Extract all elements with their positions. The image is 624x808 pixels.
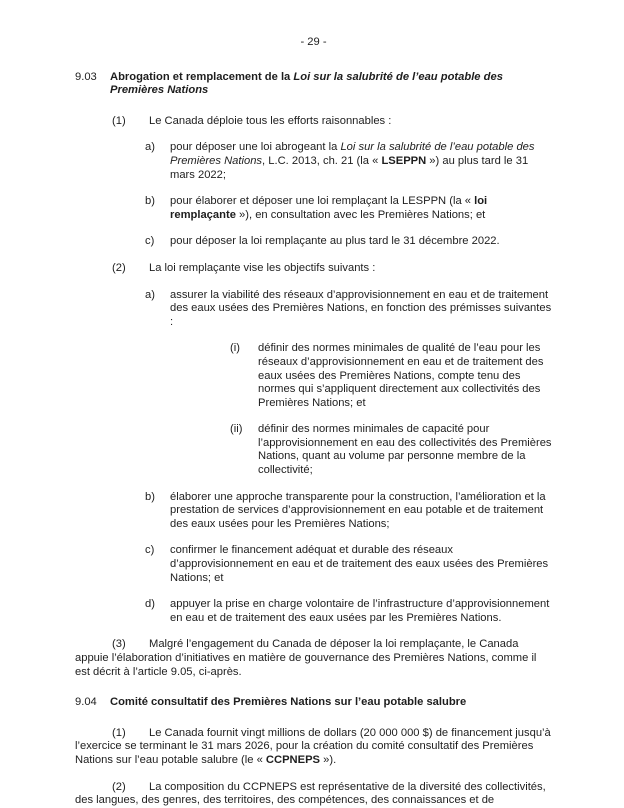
paragraph-903-1 bbox=[75, 115, 552, 129]
paragraph-number: (1) bbox=[112, 114, 126, 127]
list-item-d bbox=[145, 598, 552, 625]
list-item-b bbox=[145, 491, 552, 532]
section-title bbox=[110, 71, 552, 98]
list-item-marker: a) bbox=[145, 288, 155, 301]
section-heading-904 bbox=[75, 696, 552, 710]
section-heading-903 bbox=[75, 71, 552, 98]
list-item-marker: a) bbox=[145, 141, 155, 154]
section-number: 9.03 bbox=[75, 70, 97, 83]
list-item-marker: (i) bbox=[230, 342, 240, 355]
list-item-text: pour déposer la loi remplaçante au plus tard le 31 décembre 2022. bbox=[170, 235, 500, 248]
list-item-text: assurer la viabilité des réseaux d’approvisionnement en eau et de traitement des eaux usées des Premières Nations, en fonction des prémisses suivantes : bbox=[170, 288, 552, 328]
paragraph-904-2 bbox=[75, 781, 552, 808]
list-item-c bbox=[145, 235, 552, 249]
list-item-text: élaborer une approche transparente pour la construction, l’amélioration et la prestation de services d’approvisionnement en eau potable et de traitement des eaux usées pour les Premières Nations; bbox=[170, 490, 546, 530]
defined-term: LSEPPN bbox=[381, 154, 427, 167]
paragraph-903-2 bbox=[75, 262, 552, 276]
defined-term: loi remplaçante bbox=[170, 195, 488, 221]
paragraph-number: (1) bbox=[112, 726, 126, 739]
section-title: Comité consultatif des Premières Nations sur l’eau potable salubre bbox=[110, 696, 467, 709]
list-item-text: définir des normes minimales de capacité pour l’approvisionnement en eau des collectivités des Premières Nations, quant au volume par personne membre de la collectivité; bbox=[258, 423, 552, 477]
section-title-law-name: Loi sur la salubrité de l’eau potable des Premières Nations bbox=[110, 70, 503, 97]
paragraph-number: (3) bbox=[112, 638, 126, 651]
defined-term: CCPNEPS bbox=[265, 753, 321, 766]
text-run: , L.C. 2013, ch. 21 (la « bbox=[262, 154, 382, 167]
list-item-a bbox=[145, 289, 552, 330]
list-item-marker: (ii) bbox=[230, 423, 243, 436]
paragraph-text: La composition du CCPNEPS est représentative de la diversité des collectivités, des langues, des genres, des territoires, des compétences, des connaissances et de bbox=[75, 780, 546, 807]
list-item-c bbox=[145, 544, 552, 585]
list-item-marker: b) bbox=[145, 195, 155, 208]
text-run: pour déposer une loi abrogeant la bbox=[170, 141, 341, 154]
list-item-marker: c) bbox=[145, 235, 155, 248]
list-item-text bbox=[170, 195, 552, 222]
list-item-text: confirmer le financement adéquat et durable des réseaux d’approvisionnement en eau et de traitement des eaux usées des Premières Nations; et bbox=[170, 544, 549, 584]
paragraph-903-3 bbox=[75, 638, 552, 679]
text-run: »). bbox=[320, 753, 337, 766]
paragraph-904-1 bbox=[75, 727, 552, 768]
page-number: - 29 - bbox=[300, 36, 327, 48]
paragraph-text: Le Canada déploie tous les efforts raisonnables : bbox=[149, 114, 392, 127]
paragraph-text: La loi remplaçante vise les objectifs suivants : bbox=[149, 261, 376, 274]
law-name-italic: Loi sur la salubrité de l’eau potable des Premières Nations bbox=[170, 141, 535, 167]
section-number: 9.04 bbox=[75, 696, 97, 709]
list-item-text bbox=[170, 141, 552, 182]
text-run: Le Canada fournit vingt millions de dollars (20 000 000 $) de financement jusqu’à l’exercice se terminant le 31 mars 2026, pour la création du comité consultatif des Premières Nations sur l’eau potable salubre (le « bbox=[75, 726, 551, 766]
list-subitem-ii bbox=[230, 423, 552, 477]
section-title-text: Abrogation et remplacement de la bbox=[110, 70, 294, 83]
list-subitem-i bbox=[230, 342, 552, 410]
text-run: »), en consultation avec les Premières Nations; et bbox=[235, 208, 486, 221]
list-item-marker: c) bbox=[145, 544, 155, 557]
text-run: pour élaborer et déposer une loi remplaçant la LESPPN (la « bbox=[170, 195, 475, 208]
list-item-marker: d) bbox=[145, 598, 155, 611]
text-run: ») au plus tard le 31 mars 2022; bbox=[170, 154, 529, 181]
paragraph-text: Malgré l’engagement du Canada de déposer la loi remplaçante, le Canada appuie l’élaboration d’initiatives en matière de gouvernance des Premières Nations, comme il est décrit à l’article 9.05, ci-après. bbox=[75, 638, 537, 678]
paragraph-number: (2) bbox=[112, 261, 126, 274]
list-item-text: définir des normes minimales de qualité de l’eau pour les réseaux d’approvisionnement en eau et de traitement des eaux usées des Premières Nations, compte tenu des normes qui s’appliquent directement aux collectivités des Premières Nations; et bbox=[258, 342, 544, 409]
list-item-b bbox=[145, 195, 552, 222]
list-item-marker: b) bbox=[145, 490, 155, 503]
list-item-a bbox=[145, 141, 552, 182]
list-item-text: appuyer la prise en charge volontaire de l’infrastructure d’approvisionnement en eau et de traitement des eaux usées par les Premières Nations. bbox=[170, 598, 550, 624]
paragraph-number: (2) bbox=[112, 780, 126, 793]
